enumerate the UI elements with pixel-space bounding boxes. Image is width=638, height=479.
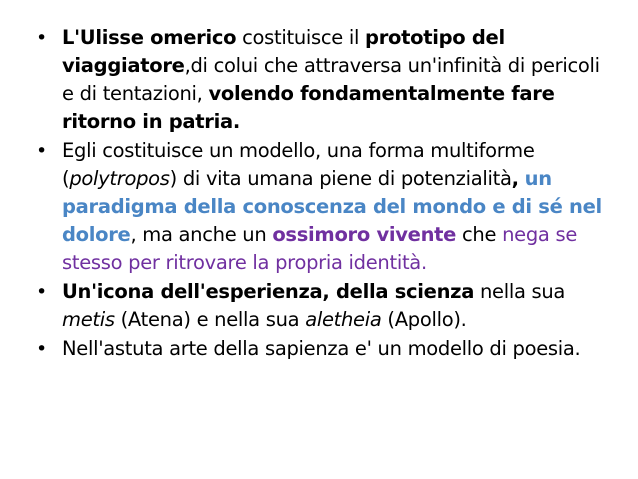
text-segment: , (511, 167, 519, 190)
text-segment: , ma anche un (130, 223, 273, 246)
text-segment: nega se stesso per ritrovare la propria identità. (62, 223, 578, 274)
text-segment: ,di colui che attraversa un'infinità di pericoli e di tentazioni, (62, 54, 600, 105)
bullet-dot: • (36, 281, 47, 303)
text-segment: costituisce il (236, 26, 366, 49)
text-segment: volendo fondamentalmente fare ritorno in patria. (62, 82, 555, 133)
bullet-item (36, 24, 604, 136)
text-segment: (Atena) e nella sua (114, 308, 306, 331)
text-segment: Un'icona dell'esperienza, della scienza (62, 280, 475, 303)
bullet-dot: • (36, 338, 47, 360)
text-segment: L'Ulisse omerico (62, 26, 237, 49)
text-segment: Nell'astuta arte della sapienza e' un modello di poesia. (62, 337, 581, 360)
bullet-item (36, 137, 604, 277)
bullet-item (36, 278, 604, 334)
bullet-item (36, 335, 604, 363)
text-segment: viaggiatore (62, 54, 185, 77)
text-segment: prototipo del (365, 26, 505, 49)
text-segment: ossimoro vivente (272, 223, 457, 246)
text-segment: Egli costituisce un modello, una forma multiforme ( (62, 139, 535, 190)
text-segment: polytropos (69, 167, 170, 190)
bullet-dot: • (36, 27, 47, 49)
text-segment: nella sua (474, 280, 566, 303)
text-segment: metis (62, 308, 115, 331)
bullet-dot: • (36, 140, 47, 162)
text-segment: che (456, 223, 503, 246)
text-segment: (Apollo). (381, 308, 467, 331)
text-segment: aletheia (305, 308, 382, 331)
text-segment: un paradigma della conoscenza del mondo e di sé nel dolore (62, 167, 602, 246)
bullet-list (36, 24, 604, 364)
text-segment: ) di vita umana piene di potenzialità (169, 167, 512, 190)
